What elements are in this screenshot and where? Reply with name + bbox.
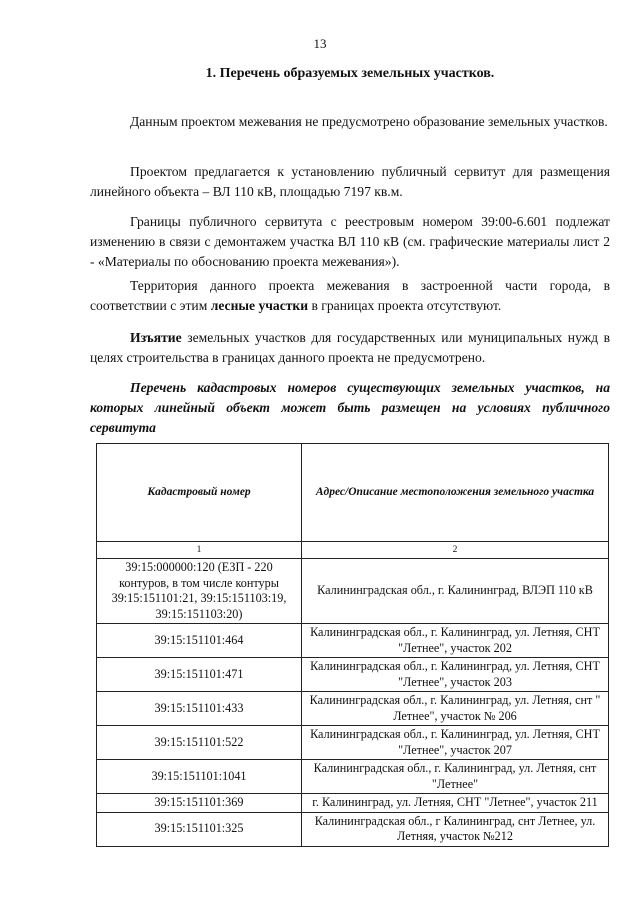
table-row bbox=[97, 726, 609, 760]
paragraph-5-text: земельных участков для государственных или муниципальных нужд в целях строительства в границах данного проекта не предусмотрено. bbox=[90, 330, 610, 365]
column-number-row bbox=[97, 542, 609, 559]
paragraph-4 bbox=[90, 276, 610, 316]
cadastral-number-cell: 39:15:151101:464 bbox=[97, 624, 302, 658]
cadastral-number-cell: 39:15:151101:369 bbox=[97, 794, 302, 813]
section-heading: 1. Перечень образуемых земельных участков. bbox=[205, 66, 495, 81]
cadastral-table bbox=[96, 443, 609, 847]
cadastral-number-cell: 39:15:000000:120 (ЕЗП - 220 контуров, в том числе контуры 39:15:151101:21, 39:15:151103:19, 39:15:151103:20) bbox=[97, 559, 302, 624]
paragraph-2: Проектом предлагается к установлению публичный сервитут для размещения линейного объекта – ВЛ 110 кВ, площадью 7197 кв.м. bbox=[90, 164, 610, 199]
address-cell: Калининградская обл., г. Калининград, ВЛЭП 110 кВ bbox=[302, 559, 609, 624]
table-row bbox=[97, 812, 609, 846]
address-cell: Калининградская обл., г. Калининград, ул. Летняя, СНТ "Летнее", участок 203 bbox=[302, 658, 609, 692]
header-cadastral-number: Кадастровый номер bbox=[97, 444, 302, 542]
address-cell: Калининградская обл., г. Калининград, ул. Летняя, СНТ "Летнее", участок 207 bbox=[302, 726, 609, 760]
address-cell: Калининградская обл., г. Калининград, ул. Летняя, снт "Летнее" bbox=[302, 760, 609, 794]
column-number-1: 1 bbox=[97, 542, 302, 559]
table-row bbox=[97, 624, 609, 658]
paragraph-4-text-b: в границах проекта отсутствуют. bbox=[308, 298, 502, 313]
paragraph-4-bold: лесные участки bbox=[210, 298, 309, 313]
cadastral-number-cell: 39:15:151101:471 bbox=[97, 658, 302, 692]
table-row bbox=[97, 794, 609, 813]
address-cell: г. Калининград, ул. Летняя, СНТ "Летнее", участок 211 bbox=[302, 794, 609, 813]
paragraph-1: Данным проектом межевания не предусмотрено образование земельных участков. bbox=[130, 114, 608, 129]
cadastral-number-cell: 39:15:151101:325 bbox=[97, 812, 302, 846]
cadastral-number-cell: 39:15:151101:1041 bbox=[97, 760, 302, 794]
table-caption: Перечень кадастровых номеров существующих земельных участков, на которых линейный объект может быть размещен на условиях публичного сервитута bbox=[90, 380, 610, 435]
table-row bbox=[97, 692, 609, 726]
header-address: Адрес/Описание местоположения земельного участка bbox=[302, 444, 609, 542]
paragraph-5-bold: Изъятие bbox=[130, 330, 182, 345]
paragraph-5 bbox=[90, 328, 610, 368]
table-row bbox=[97, 760, 609, 794]
address-cell: Калининградская обл., г Калининград, снт Летнее, ул. Летняя, участок №212 bbox=[302, 812, 609, 846]
table-row bbox=[97, 658, 609, 692]
paragraph-4-text-a: Территория данного проекта межевания в застроенной части города, в соответствии с этим bbox=[90, 278, 610, 313]
page-number: 13 bbox=[313, 36, 327, 51]
column-number-2: 2 bbox=[302, 542, 609, 559]
cadastral-number-cell: 39:15:151101:433 bbox=[97, 692, 302, 726]
table-row bbox=[97, 559, 609, 624]
cadastral-number-cell: 39:15:151101:522 bbox=[97, 726, 302, 760]
address-cell: Калининградская обл., г. Калининград, ул. Летняя, СНТ "Летнее", участок 202 bbox=[302, 624, 609, 658]
address-cell: Калининградская обл., г. Калининград, ул. Летняя, снт " Летнее", участок № 206 bbox=[302, 692, 609, 726]
paragraph-6 bbox=[90, 378, 610, 438]
table-header-row bbox=[97, 444, 609, 542]
paragraph-3: Границы публичного сервитута с реестровым номером 39:00-6.601 подлежат изменению в связи с демонтажем участка ВЛ 110 кВ (см. графические материалы лист 2 - «Материалы по обоснованию проекта межевания»). bbox=[90, 214, 610, 269]
